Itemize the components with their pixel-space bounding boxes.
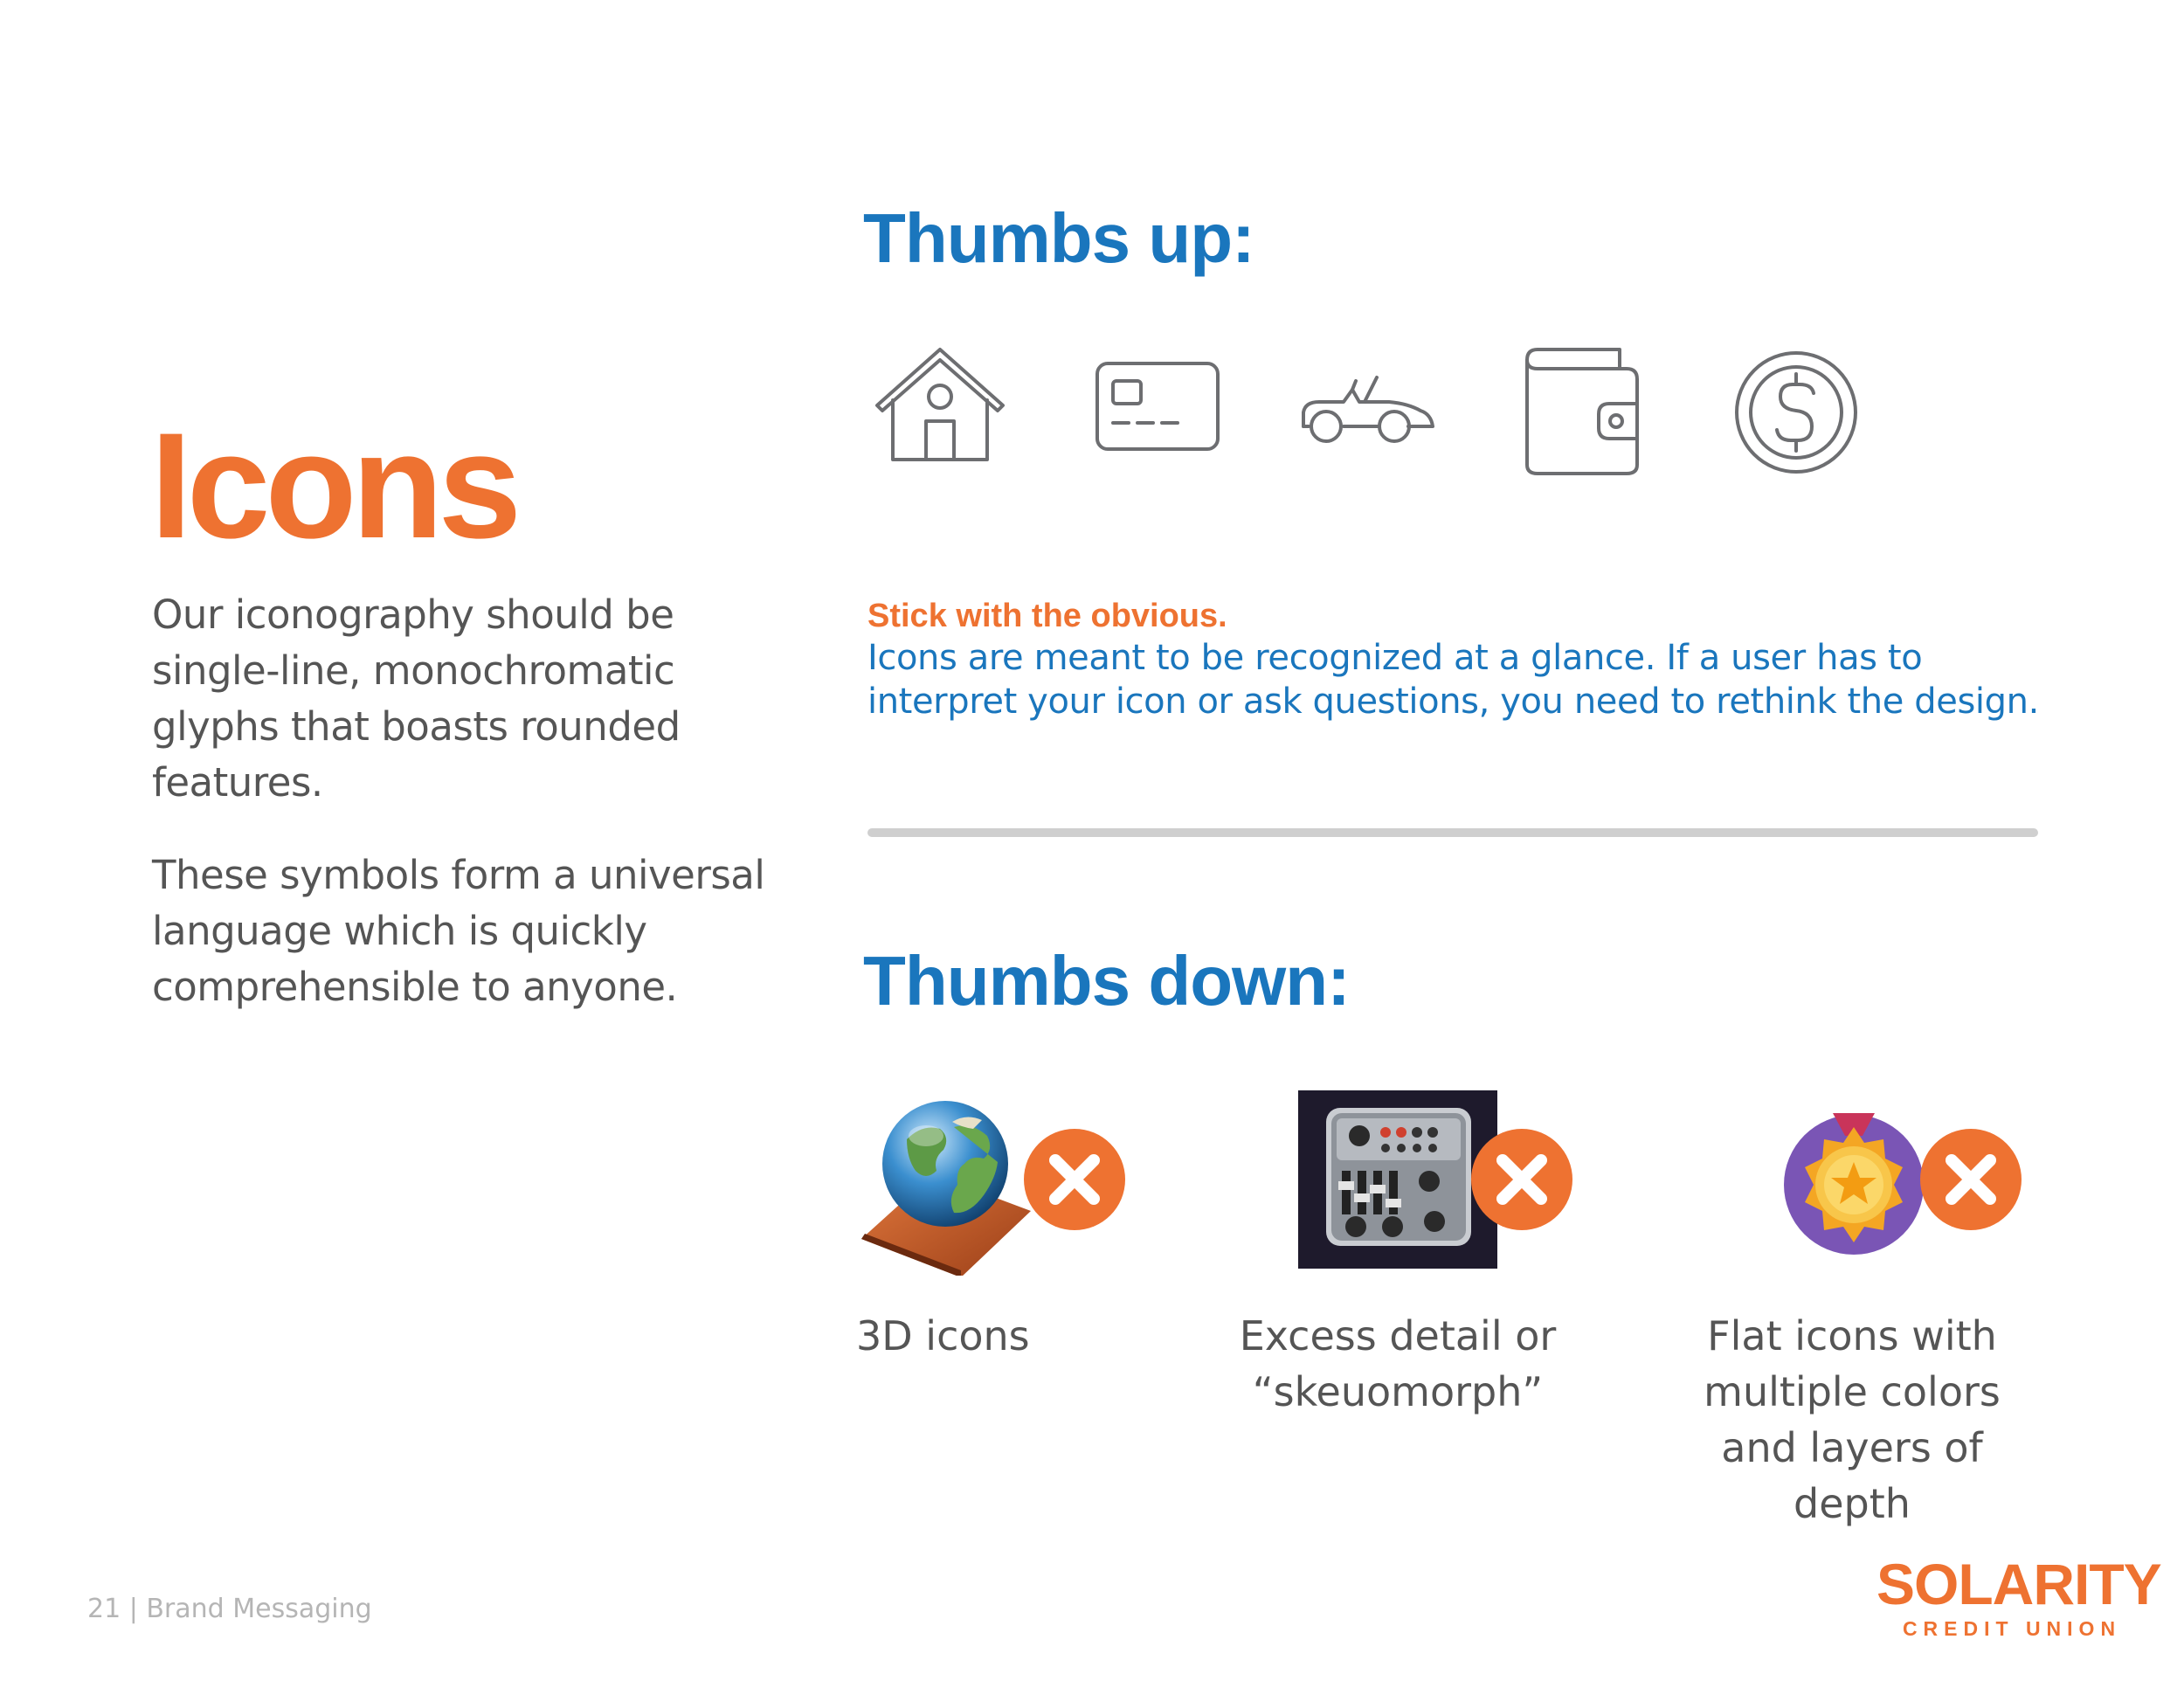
solarity-logo [1876, 1552, 2161, 1641]
caption-skeuomorph: Excess detail or “skeuomorph” [1239, 1312, 1557, 1415]
skeuomorphic-mixer-icon [1298, 1090, 1497, 1269]
thumbs-down-heading: Thumbs down: [863, 942, 1350, 1020]
page-footer: 21 | Brand Messaging [87, 1594, 372, 1624]
credit-card-icon [1089, 342, 1228, 482]
x-circle-icon [1022, 1127, 1127, 1232]
guidance-text: Icons are meant to be recognized at a glance. If a user has to interpret your icon or ask questions, you need to rethink the design. [867, 638, 2039, 722]
dollar-coin-icon [1726, 342, 1866, 482]
intro-paragraph: Our iconography should be single-line, monochromatic glyphs that boasts rounded features. [152, 591, 681, 806]
caption-flat-multicolor: Flat icons with multiple colors and layers of depth [1704, 1312, 2001, 1527]
page-title: Icons [150, 402, 517, 570]
bad-example-skeuomorph [1298, 1083, 1586, 1276]
bad-example-3d [856, 1083, 1136, 1276]
caption-3d-icons: 3D icons [856, 1312, 1030, 1359]
thumbs-up-heading: Thumbs up: [863, 199, 1254, 277]
logo-wordmark: SOLARITY [1876, 1552, 2161, 1616]
x-circle-icon [1469, 1127, 1574, 1232]
house-icon [870, 342, 1010, 482]
logo-subtitle: CREDIT UNION [1902, 1617, 2122, 1640]
x-circle-icon [1918, 1127, 2023, 1232]
section-divider [867, 828, 2038, 837]
tagline: Stick with the obvious. [867, 598, 1227, 634]
convertible-car-icon [1298, 342, 1438, 482]
flat-medal-icon [1782, 1101, 1927, 1276]
universal-language-paragraph: These symbols form a universal language which is quickly comprehensible to anyone. [152, 852, 765, 1010]
bad-example-flat-color [1782, 1083, 2044, 1276]
wallet-icon [1517, 342, 1656, 482]
